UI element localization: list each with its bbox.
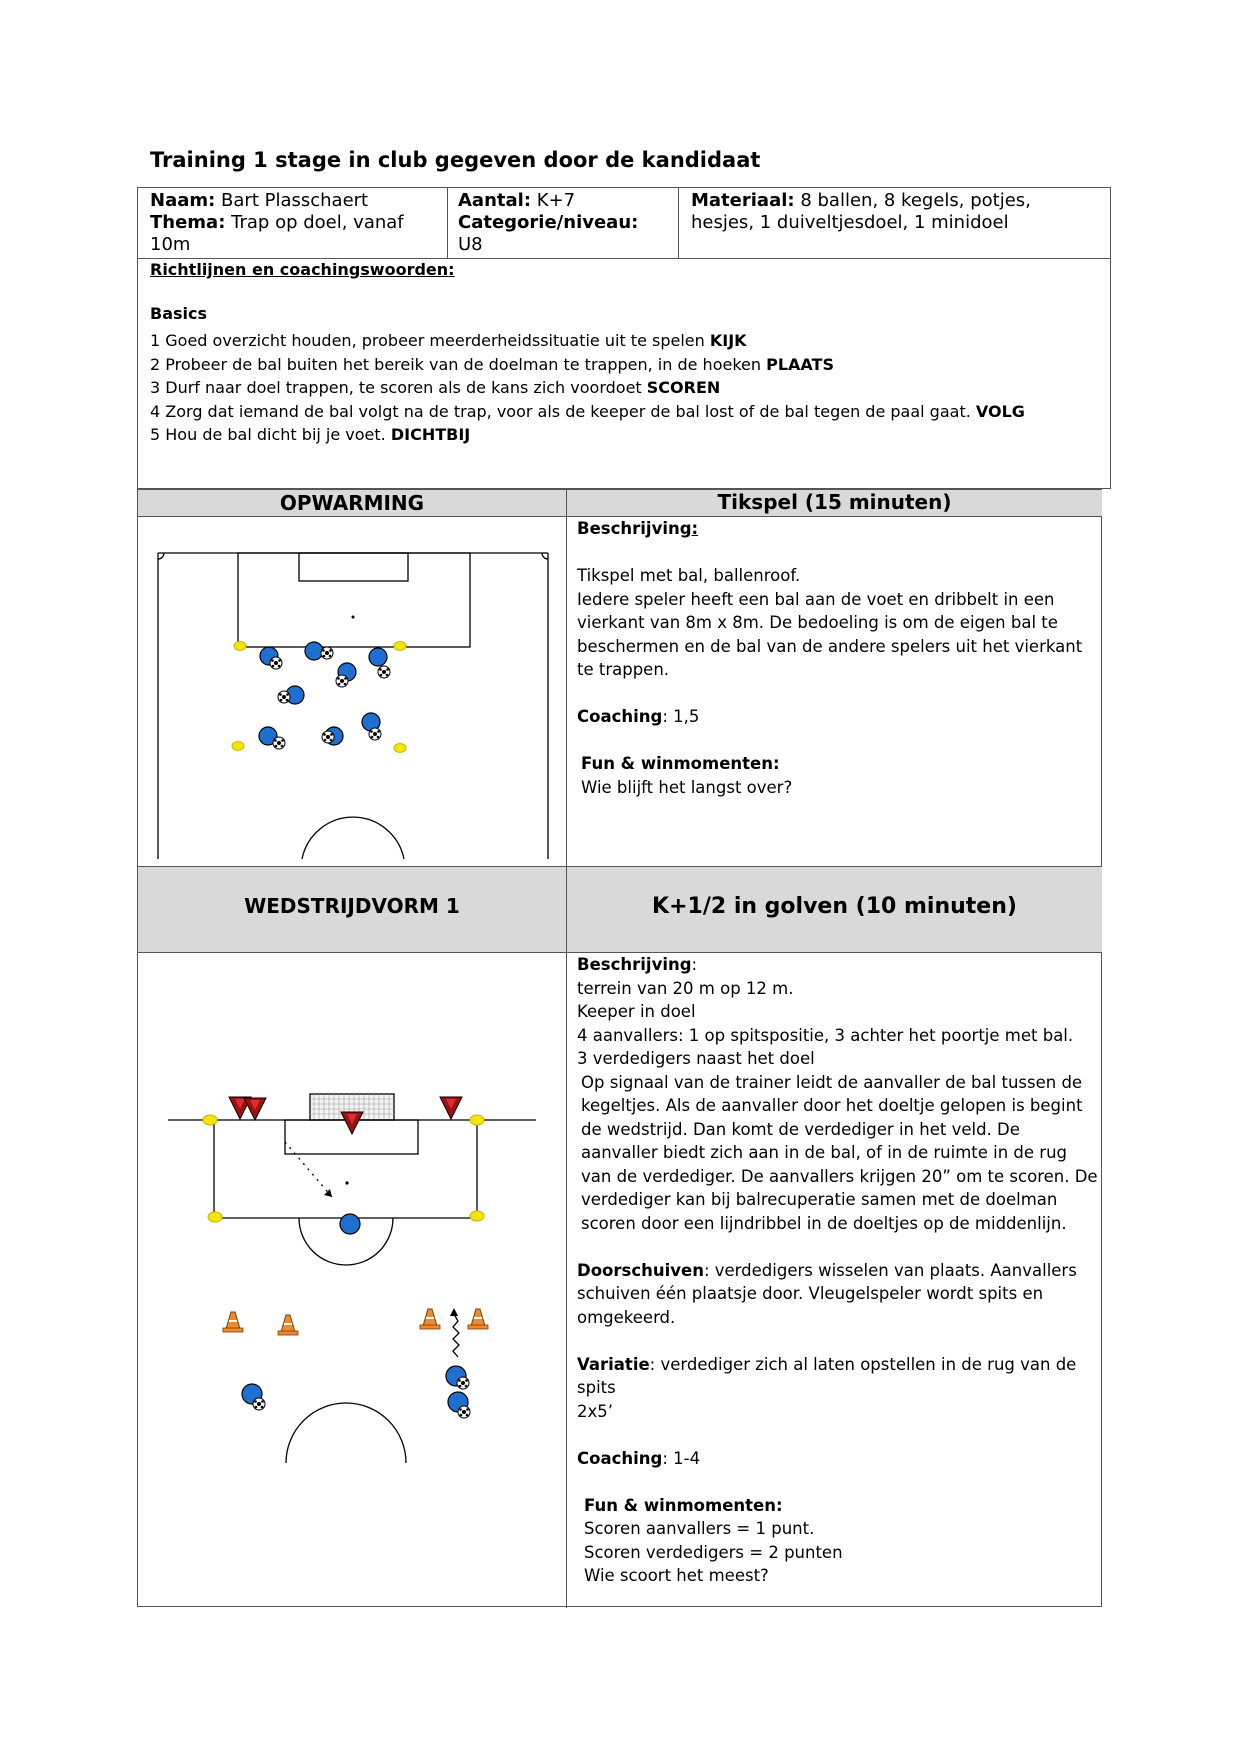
match-title: K+1/2 in golven (10 minuten) <box>652 894 1017 919</box>
materiaal-value: 8 ballen, 8 kegels, potjes, hesjes, 1 duiveltjesdoel, 1 minidoel <box>691 190 1031 233</box>
goalkeeper-player <box>340 1214 360 1234</box>
exercise-table <box>137 489 1102 1607</box>
match-desc-line: terrein van 20 m op 12 m. <box>577 978 794 998</box>
guidelines-heading: Richtlijnen en coachingswoorden: <box>150 260 455 279</box>
naam-label: Naam: <box>150 190 216 211</box>
warmup-fun-label: Fun & winmomenten: <box>581 754 780 773</box>
match-desc-para: Op signaal van de trainer leidt de aanvaller de bal tussen de kegeltjes. Als de aanvaller door het doeltje gelopen is begint de wedstrijd. Dan komt de verdediger in het veld. De aanvaller biedt zich aan in de bal, of in de ruimte in de rug van de verdediger. De aanvallers krijgen 20” om te scoren. De verdediger kan bij balrecuperatie samen met de doelman scoren door een lijndribbel in de doeltjes op de middenlijn. <box>581 1072 1098 1233</box>
materiaal-label: Materiaal: <box>691 190 795 211</box>
naam-value: Bart Plasschaert <box>221 190 369 211</box>
thema-label: Thema: <box>150 212 226 233</box>
page-title: Training 1 stage in club gegeven door de kandidaat <box>150 148 761 172</box>
match-label: WEDSTRIJDVORM 1 <box>244 894 460 918</box>
guidelines-list <box>150 329 1102 447</box>
pass-arrow <box>285 1142 332 1197</box>
guideline-item: 4 Zorg dat iemand de bal volgt na de trap, voor als de keeper de bal lost of de bal tegen de paal gaat. VOLG <box>150 401 1025 421</box>
warmup-desc-para: Iedere speler heeft een bal aan de voet en dribbelt in een vierkant van 8m x 8m. De bedoeling is om de eigen bal te beschermen en de bal van de andere spelers uit het vierkant te trappen. <box>577 589 1083 679</box>
match-description: Beschrijving: terrein van 20 m op 12 m. Keeper in doel 4 aanvallers: 1 op spitspositie, 3 achter het poortje met bal. 3 verdedigers naast het doel Op signaal van de trainer leidt de aanvaller de bal tussen de kegeltjes. Als de aanvaller door het doeltje gelopen is begint de wedstrijd. Dan komt de verdediger in het veld. De aanvaller biedt zich aan in de bal, of in de ruimte in de rug van de verdediger. De aanvallers krijgen 20” om te scoren. De verdediger kan bij balrecuperatie samen met de doelman scoren door een lijndribbel in de doeltjes op de middenlijn. Doorschuiven: verdedigers wisselen van plaats. Aanvallers schuiven één plaatsje door. Vleugelspeler wordt spits en omgekeerd. Variatie: verdediger zich al laten opstellen in de rug van de spits 2x5’ Coaching: 1-4 Fun & winmomenten: Scoren aanvallers = 1 punt. Scoren verdedigers = 2 punten Wie scoort het meest? <box>577 955 1098 1585</box>
warmup-pitch-diagram <box>138 517 566 865</box>
header-info-box <box>137 187 1111 489</box>
pitch-lines <box>168 1120 536 1463</box>
match-desc-line: 4 aanvallers: 1 op spitspositie, 3 achter het poortje met bal. <box>577 1025 1074 1045</box>
thema-value: Trap op doel, vanaf 10m <box>150 212 404 255</box>
count-category-cell <box>448 188 679 258</box>
categorie-value: U8 <box>458 234 483 255</box>
match-desc-line: 3 verdedigers naast het doel <box>577 1049 815 1068</box>
warmup-fun: Wie blijft het langst over? <box>581 777 793 797</box>
match-pitch-diagram <box>138 952 566 1607</box>
column-divider <box>566 490 567 1608</box>
penalty-spot <box>345 1181 348 1184</box>
warmup-label: OPWARMING <box>279 491 425 515</box>
warmup-title: Tikspel (15 minuten) <box>717 490 952 514</box>
guideline-item: 2 Probeer de bal buiten het bereik van de doelman te trappen, in de hoeken PLAATS <box>150 354 834 374</box>
attackers-with-ball <box>242 1366 470 1418</box>
categorie-label: Categorie/niveau: <box>458 212 639 233</box>
guideline-item: 1 Goed overzicht houden, probeer meerderheidssituatie uit te spelen KIJK <box>150 331 747 350</box>
material-cell <box>679 188 1110 258</box>
aantal-value: K+7 <box>536 190 576 211</box>
aantal-label: Aantal: <box>458 190 532 211</box>
guideline-item: 3 Durf naar doel trappen, te scoren als de kans zich voordoet SCOREN <box>150 378 721 397</box>
cones <box>203 1115 484 1222</box>
warmup-description: Beschrijving: Tikspel met bal, ballenroof. Iedere speler heeft een bal aan de voet en dribbelt in een vierkant van 8m x 8m. De bedoeling is om de eigen bal te beschermen en de bal van de andere spelers uit het vierkant te trappen. Coaching: 1,5 Fun & winmomenten: Wie blijft het langst over? <box>577 517 1097 799</box>
pitch-lines <box>158 553 548 859</box>
guideline-item: 5 Hou de bal dicht bij je voet. DICHTBIJ <box>150 425 471 444</box>
penalty-spot <box>352 616 355 619</box>
match-desc-line: Keeper in doel <box>577 1002 696 1021</box>
warmup-desc-line: Tikspel met bal, ballenroof. <box>577 566 801 585</box>
pots <box>223 1309 488 1335</box>
basics-label: Basics <box>150 304 208 323</box>
players-with-ball <box>259 642 390 749</box>
match-fun-label: Fun & winmomenten: <box>584 1495 783 1515</box>
name-theme-cell <box>138 188 448 258</box>
dribble-arrow <box>450 1308 459 1357</box>
